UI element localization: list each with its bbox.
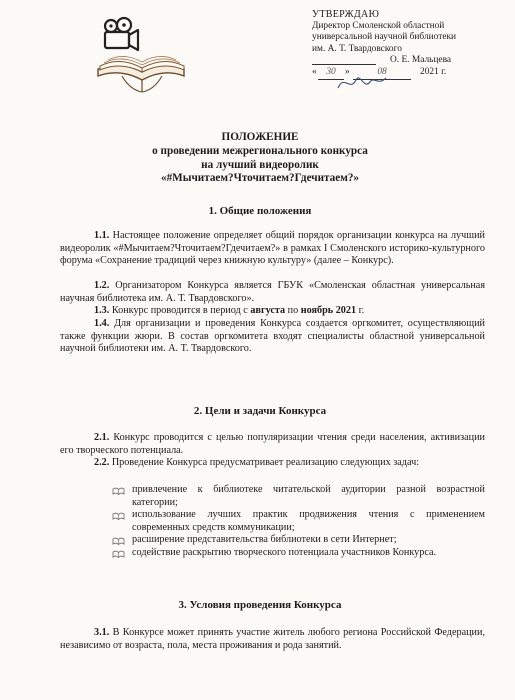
para-number: 1.2. [94, 280, 110, 291]
paragraph-1-1 [60, 230, 485, 268]
para-text: Конкурс проводится в период с [111, 305, 251, 316]
signature-line [312, 64, 376, 65]
book-bullet-icon [112, 548, 125, 559]
book-bullet-icon [112, 485, 125, 496]
para-bold-text: августа [250, 305, 286, 316]
task-text: использование лучших практик продвижения чтения с применением современных средств коммуникации; [132, 509, 485, 533]
para-number: 3.1. [94, 627, 110, 638]
para-text: В Конкурсе может принять участие житель любого региона Российской Федерации, независимо от возраста, пола, места проживания и рода занятий. [60, 627, 486, 651]
approval-heading: УТВЕРЖДАЮ [312, 9, 380, 20]
approval-position-line1: Директор Смоленской областной [312, 20, 445, 31]
para-text: Конкурс проводится с целью популяризации чтения среди населения, активизации его творческого потенциала. [60, 432, 486, 456]
document-title [40, 131, 480, 186]
book-bullet-icon [112, 510, 125, 521]
para-bold-text: ноябрь 2021 [300, 305, 357, 316]
para-number: 2.1. [94, 432, 110, 443]
task-text: расширение представительства библиотеки в сети Интернет; [132, 534, 397, 546]
para-text: Для организации и проведения Конкурса создается оргкомитет, осуществляющий также функции жюри. В состав оргкомитета входят специалисты областной универсальной научной библиотеки им. А. Т. Твардовского. [60, 318, 485, 355]
paragraph-1-4 [60, 318, 485, 356]
section-3-heading: 3. Условия проведения Конкурса [178, 599, 342, 611]
title-line-2: о проведении межрегионального конкурса [152, 144, 368, 157]
signature-row [312, 55, 492, 67]
para-text: г. [356, 305, 365, 316]
para-number: 1.3. [94, 305, 110, 316]
signature-scribble [334, 70, 394, 96]
list-item [112, 547, 485, 560]
date-year: 2021 г. [420, 67, 447, 78]
paragraph-1-2 [60, 280, 485, 305]
book-camera-logo-icon [92, 14, 188, 98]
para-number: 1.4. [94, 318, 110, 329]
approval-block [312, 9, 492, 79]
para-number: 1.1. [94, 230, 110, 241]
book-bullet-icon [112, 535, 125, 546]
list-item [112, 509, 485, 534]
para-number: 2.2. [94, 457, 110, 468]
date-day: 30 [318, 67, 344, 80]
task-text: содействие раскрытию творческого потенциала участников Конкурса. [132, 546, 437, 558]
task-text: привлечение к библиотеке читательской аудитории разной возрастной категории; [132, 484, 485, 508]
para-text: по [285, 305, 301, 316]
signer-name: О. Е. Мальцева [390, 55, 452, 66]
title-line-4: «#Мычитаем?Чточитаем?Гдечитаем?» [160, 172, 360, 185]
section-2-heading: 2. Цели и задачи Конкурса [193, 405, 327, 417]
date-close-quote: » [345, 67, 350, 78]
paragraph-2-1 [60, 432, 485, 457]
list-item [112, 534, 485, 547]
title-line-1: ПОЛОЖЕНИЕ [221, 131, 299, 143]
list-item [112, 484, 485, 509]
para-text: Настоящее положение определяет общий порядок организации конкурса на лучший видеоролик «#Мычитаем?Чточитаем?Гдечитаем?» в рамках I Смоленского историко-культурного форума «Сохранение традиций через книжную культуру» (далее – Конкурс). [60, 230, 485, 267]
date-month: 08 [353, 67, 411, 80]
paragraph-1-3 [60, 305, 485, 318]
para-text: Проведение Конкурса предусматривает реализацию следующих задач: [111, 457, 420, 468]
date-open-quote: « [312, 67, 317, 78]
approval-position-line2: универсальной научной библиотеки [312, 32, 457, 43]
paragraph-2-2 [60, 457, 485, 470]
section-1-heading: 1. Общие положения [208, 205, 312, 217]
para-text: Организатором Конкурса является ГБУК «Смоленская областная универсальная научная библиотека им. А. Т. Твардовского». [60, 280, 485, 304]
title-line-3: на лучший видеоролик [201, 158, 319, 171]
paragraph-3-1 [60, 627, 485, 652]
approval-position-line3: им. А. Т. Твардовского [312, 43, 402, 54]
task-list [112, 484, 485, 560]
